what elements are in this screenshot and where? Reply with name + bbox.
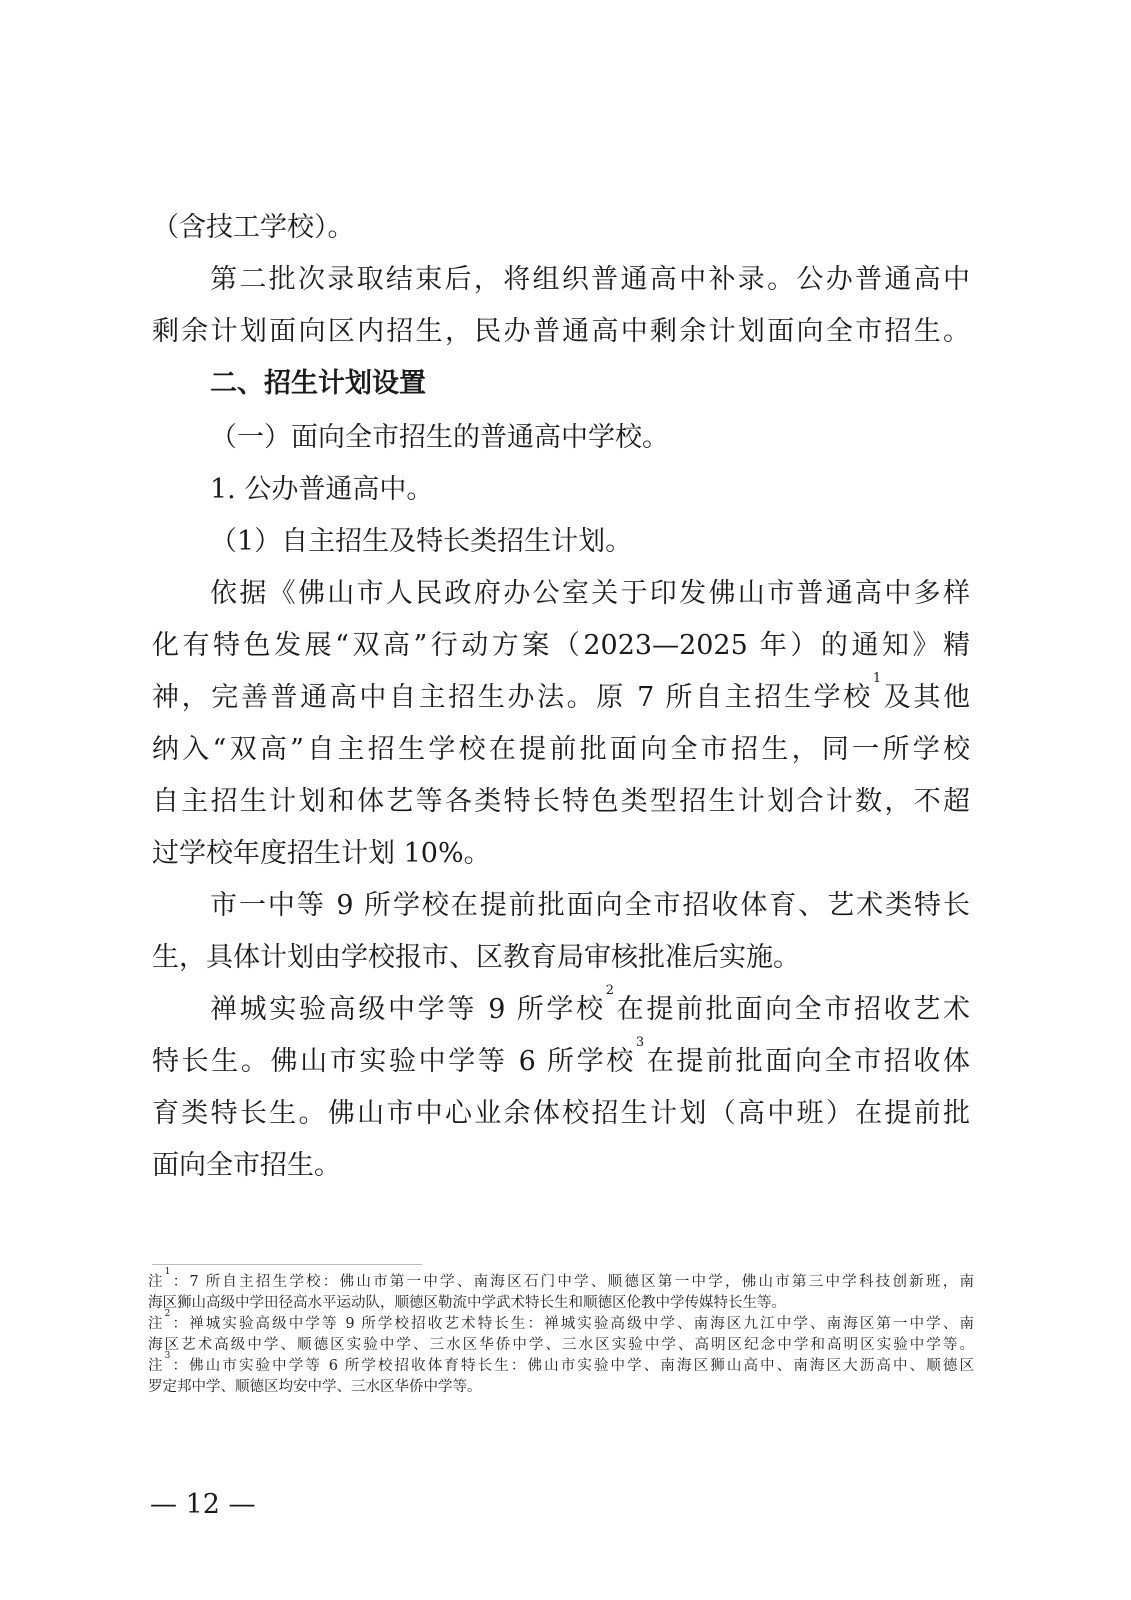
footnote-label: 注 (148, 1274, 165, 1290)
text-line: （含技工学校）。 (152, 212, 355, 243)
text-line: 化有特色发展“双高”行动方案（2023—2025 年）的通知》精 (152, 630, 970, 661)
text-line: 剩余计划面向区内招生，民办普通高中剩余计划面向全市招生。 (152, 316, 970, 347)
footnote-3-cont: 罗定邦中学、顺德区均安中学、三水区华侨中学等。 (148, 1379, 482, 1395)
footnote-number: 1 (164, 1267, 171, 1277)
page-number: — 12 — (150, 1489, 256, 1520)
text-line: 纳入“双高”自主招生学校在提前批面向全市招生，同一所学校 (152, 734, 970, 765)
text: 禅城实验高级中学等 9 所学校 (210, 994, 606, 1025)
footnote-number: 3 (164, 1351, 171, 1361)
text: 在提前批面向全市招收艺术 (613, 994, 971, 1025)
footnote-text: ：佛山市实验中学等 6 所学校招收体育特长生：佛山市实验中学、南海区狮山高中、南海区大沥高中、顺德区 (170, 1358, 974, 1374)
text: 神，完善普通高中自主招生办法。原 7 所自主招生学校 (152, 682, 873, 713)
text-line: 第二批次录取结束后，将组织普通高中补录。公办普通高中 (210, 264, 970, 295)
subsection-heading: （一）面向全市招生的普通高中学校。 (210, 422, 669, 453)
text: 及其他 (881, 682, 971, 713)
footnote-2-cont: 海区艺术高级中学、顺德区实验中学、三水区华侨中学、三水区实验中学、高明区纪念中学和高明区实验中学等。 (148, 1337, 974, 1353)
footnote-ref: 1 (872, 671, 882, 686)
footnote-1 (148, 1267, 974, 1293)
text-line (152, 671, 971, 715)
footnote-1-cont: 海区狮山高级中学田径高水平运动队，顺德区勒流中学武术特长生和顺德区伦教中学传媒特长生等。 (148, 1295, 786, 1311)
text-line: 生，具体计划由学校报市、区教育局审核批准后实施。 (152, 942, 800, 973)
text-line: 过学校年度招生计划 10%。 (152, 838, 491, 869)
footnote-ref: 3 (635, 1035, 645, 1050)
text-line: 市一中等 9 所学校在提前批面向全市招收体育、艺术类特长 (210, 890, 970, 921)
subsection-heading: 1. 公办普通高中。 (210, 474, 434, 505)
section-heading: 二、招生计划设置 (210, 368, 426, 399)
footnote-text: ：7 所自主招生学校：佛山市第一中学、南海区石门中学、顺德区第一中学，佛山市第三中学科技创新班，南 (170, 1274, 974, 1290)
text: 在提前批面向全市招收体 (644, 1046, 971, 1077)
text-line: 自主招生计划和体艺等各类特长特色类型招生计划合计数，不超 (152, 786, 970, 817)
footnote-text: ：禅城实验高级中学等 9 所学校招收艺术特长生：禅城实验高级中学、南海区九江中学、南海区第一中学、南 (170, 1316, 974, 1332)
footnote-number: 2 (164, 1309, 171, 1319)
footnote-2 (148, 1309, 974, 1335)
footnote-3 (148, 1351, 974, 1377)
subsection-heading: （1）自主招生及特长类招生计划。 (210, 526, 633, 557)
text-line (152, 1035, 971, 1079)
text-line: 育类特长生。佛山市中心业余体校招生计划（高中班）在提前批 (152, 1098, 970, 1129)
text-line: 依据《佛山市人民政府办公室关于印发佛山市普通高中多样 (210, 578, 970, 609)
footnote-divider (152, 1264, 422, 1265)
footnote-label: 注 (148, 1316, 165, 1332)
footnote-label: 注 (148, 1358, 165, 1374)
text: 特长生。佛山市实验中学等 6 所学校 (152, 1046, 636, 1077)
footnote-ref: 2 (605, 983, 614, 998)
text-line: 面向全市招生。 (152, 1150, 341, 1181)
text-line (210, 983, 971, 1027)
